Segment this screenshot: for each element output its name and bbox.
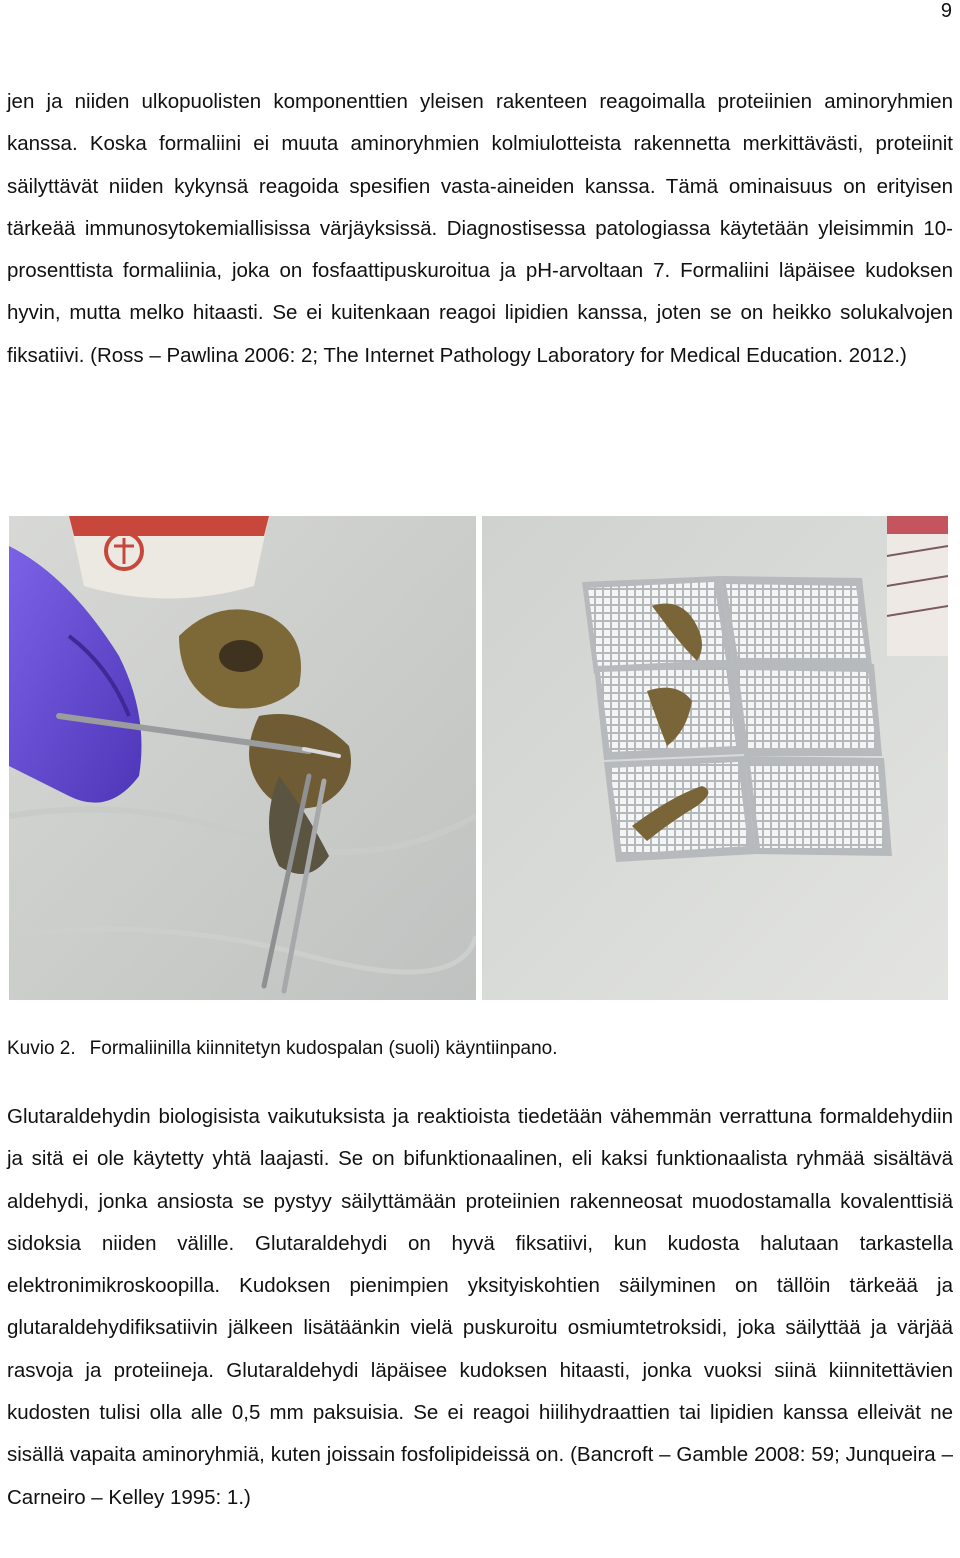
figure-label: Kuvio 2. [7, 1038, 76, 1059]
body-paragraph-1: jen ja niiden ulkopuolisten komponenttien yleisen rakenteen reagoimalla proteiinien aminoryhmien kanssa. Koska formaliini ei muuta aminoryhmien kolmiulotteista rakennetta merkittävästi, proteiinit säilyttävät niiden kykynsä reagoida spesifien vasta-aineiden kanssa. Tämä ominaisuus on erityisen tärkeää immunosytokemiallisissa värjäyksissä. Diagnostisessa patologiassa käytetään yleisimmin 10-prosenttista formaliinia, joka on fosfaattipuskuroitua ja pH-arvoltaan 7. Formaliini läpäisee kudoksen hyvin, mutta melko hitaasti. Se ei kuitenkaan reagoi lipidien kanssa, joten se on heikko solukalvojen fiksatiivi. (Ross – Pawlina 2006: 2; The Internet Pathology Laboratory for Medical Education. 2012.) [7, 90, 953, 367]
figure-caption-text: Formaliinilla kiinnitetyn kudospalan (suoli) käyntiinpano. [89, 1038, 558, 1059]
page-number: 9 [940, 0, 952, 22]
body-paragraph-2: Glutaraldehydin biologisista vaikutuksista ja reaktioista tiedetään vähemmän verrattuna formaldehydiin ja sitä ei ole käytetty yhtä laajasti. Se on bifunktionaalinen, eli kaksi funktionaalista ryhmää sisältävä aldehydi, jonka ansiosta se pystyy säilyttämään proteiinien rakenneosat muodostamalla kovalenttisiä sidoksia niiden välille. Glutaraldehydi on hyvä fiksatiivi, kun kudosta halutaan tarkastella elektronimikroskoopilla. Kudoksen pienimpien yksityiskohtien säilyminen on tällöin tärkeää ja glutaraldehydifiksatiivin jälkeen lisätäänkin vielä puskuroitu osmiumtetroksidi, joka säilyttää ja värjää rasvoja ja proteiineja. Glutaraldehydi läpäisee kudoksen hitaasti, jonka vuoksi siinä kiinnitettävien kudosten tulisi olla alle 0,5 mm paksuisia. Se ei reagoi hiilihydraattien tai lipidien kanssa elleivät ne sisällä vapaita aminoryhmiä, kuten joissain fosfolipideissä on. (Bancroft – Gamble 2008: 59; Junqueira – Carneiro – Kelley 1995: 1.) [7, 1105, 953, 1509]
tissue-cassette-1 [582, 576, 872, 674]
figure-caption [7, 1038, 558, 1060]
tissue-cassettes-photo [482, 516, 948, 1000]
tissue-cassette-3 [604, 756, 892, 862]
reagent-bottle [887, 516, 948, 656]
tissue-cutting-photo [9, 516, 476, 1000]
biohazard-container [69, 516, 269, 599]
tissue-cassette-2 [594, 662, 882, 760]
